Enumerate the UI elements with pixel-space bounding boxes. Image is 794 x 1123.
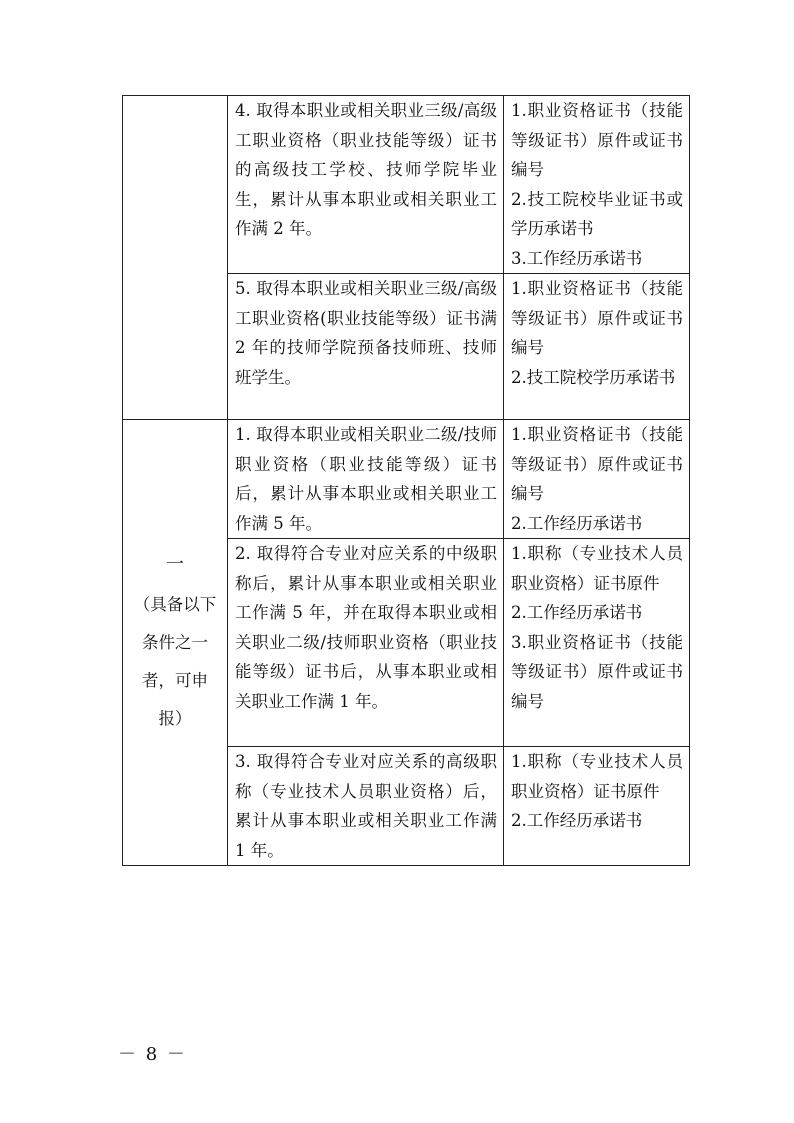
material-item: 3.职业资格证书（技能等级证书）原件或证书编号 — [511, 632, 683, 711]
material-item: 1.职业资格证书（技能等级证书）原件或证书编号 — [511, 279, 683, 357]
material-item: 2.技工院校学历承诺书 — [511, 367, 676, 387]
material-item: 2.工作经历承诺书 — [511, 811, 643, 830]
materials-cell — [504, 274, 690, 420]
level-cell — [123, 420, 228, 866]
condition-cell: 1. 取得本职业或相关职业二级/技师职业资格（职业技能等级）证书后，累计从事本职业或相关职业工作满 5 年。 — [228, 420, 504, 539]
material-item: 2.工作经历承诺书 — [511, 513, 643, 533]
materials-cell — [504, 96, 690, 274]
page-number: － 8 － — [118, 1044, 187, 1065]
table-row — [123, 96, 690, 274]
material-item: 1.职业资格证书（技能等级证书）原件或证书编号 — [511, 425, 683, 503]
requirements-table — [122, 95, 690, 866]
table-row — [123, 420, 690, 539]
material-item: 3.工作经历承诺书 — [511, 248, 643, 268]
material-item: 2.工作经历承诺书 — [511, 603, 643, 622]
materials-cell — [504, 747, 690, 866]
condition-cell: 5. 取得本职业或相关职业三级/高级工职业资格(职业技能等级）证书满 2 年的技师学院预备技师班、技师班学生。 — [228, 274, 504, 420]
material-item: 1.职称（专业技术人员职业资格）证书原件 — [511, 544, 683, 593]
condition-cell: 2. 取得符合专业对应关系的中级职称后，累计从事本职业或相关职业工作满 5 年，并在取得本职业或相关职业二级/技师职业资格（职业技能等级）证书后，从事本职业或相关职业工作满 1 年。 — [228, 539, 504, 747]
materials-cell — [504, 420, 690, 539]
condition-cell: 4. 取得本职业或相关职业三级/高级工职业资格（职业技能等级）证书的高级技工学校、技师学院毕业生，累计从事本职业或相关职业工作满 2 年。 — [228, 96, 504, 274]
material-item: 2.技工院校毕业证书或学历承诺书 — [511, 189, 683, 238]
material-item: 1.职称（专业技术人员职业资格）证书原件 — [511, 752, 683, 801]
condition-cell: 3. 取得符合专业对应关系的高级职称（专业技术人员职业资格）后，累计从事本职业或相关职业工作满 1 年。 — [228, 747, 504, 866]
material-item: 1.职业资格证书（技能等级证书）原件或证书编号 — [511, 101, 683, 179]
materials-cell — [504, 539, 690, 747]
level-cell — [123, 96, 228, 420]
level-note: （具备以下条件之一者，可申报） — [133, 594, 217, 728]
level-number: 一 — [166, 553, 184, 575]
